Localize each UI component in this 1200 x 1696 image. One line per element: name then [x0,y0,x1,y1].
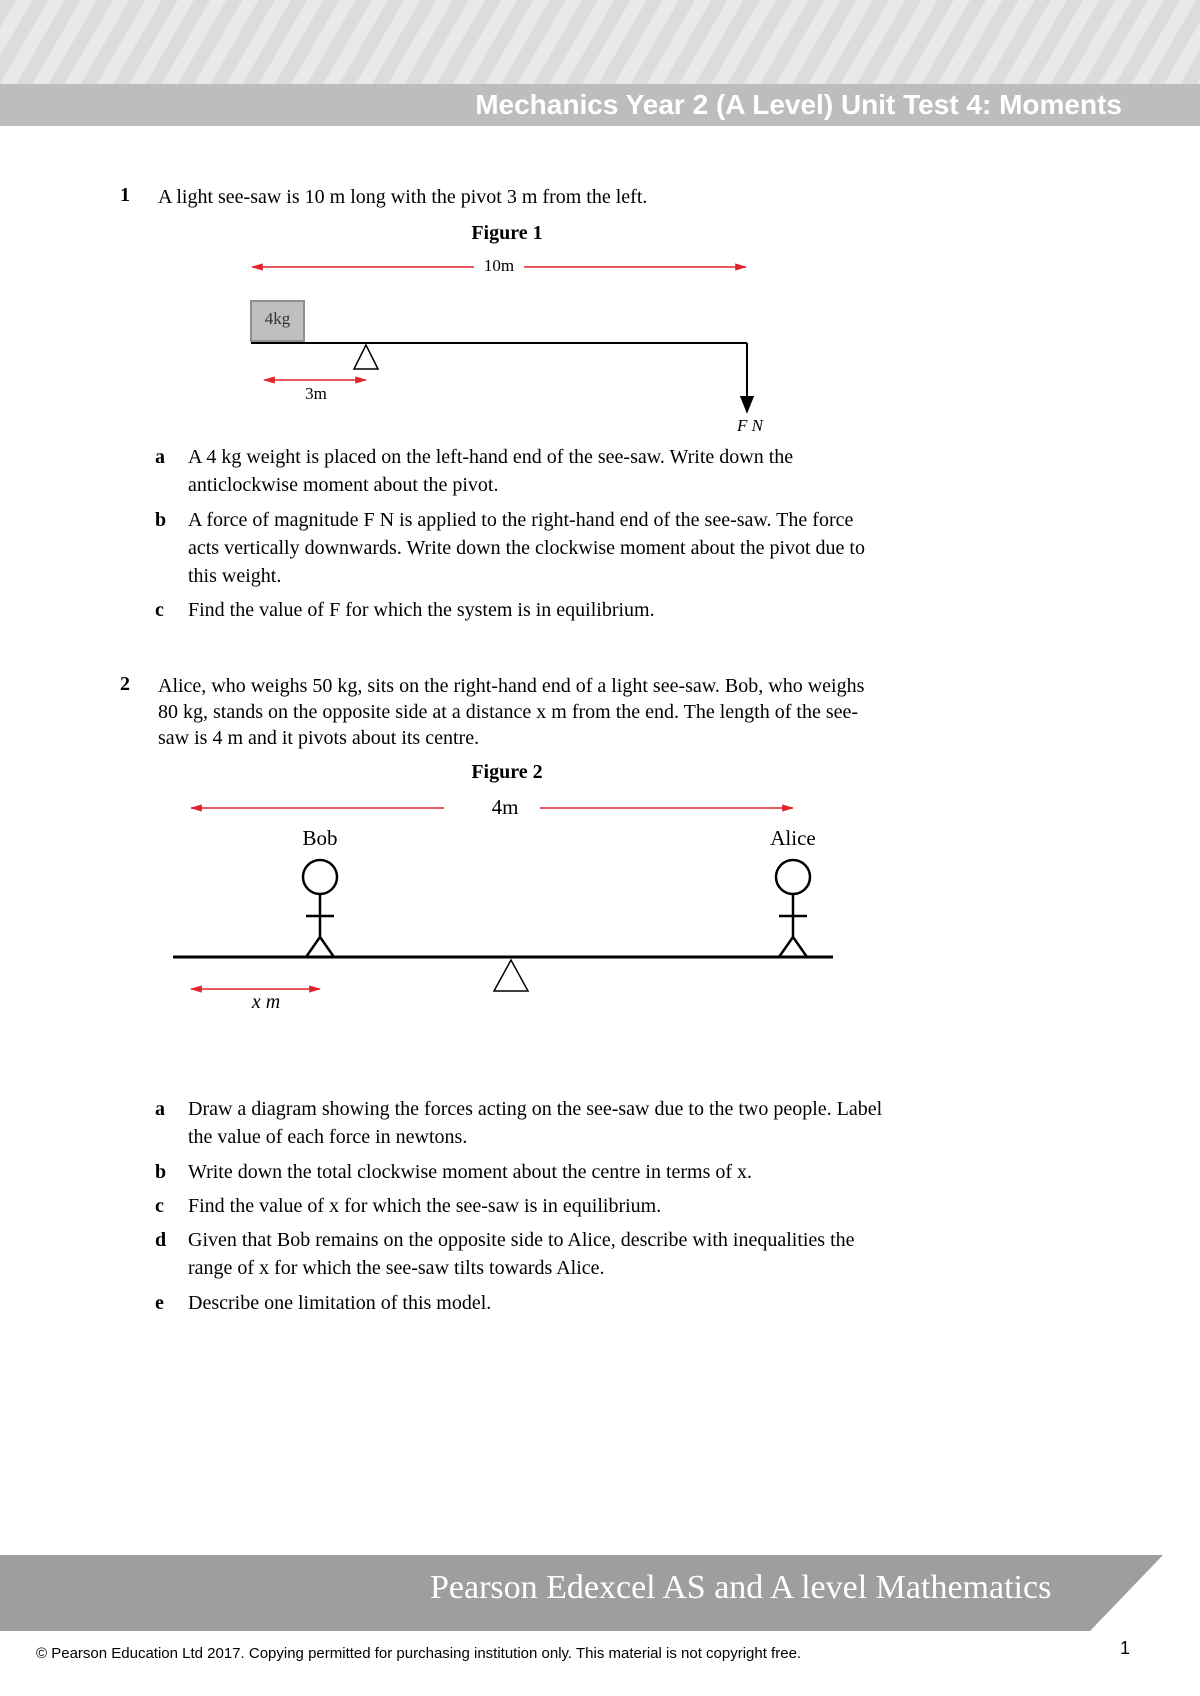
part-text: Find the value of F for which the system is in equilibrium. [188,599,655,621]
part-text: Describe one limitation of this model. [188,1292,492,1314]
question-2-part-e [155,1289,885,1317]
page-title: Mechanics Year 2 (A Level) Unit Test 4: Moments [475,89,1122,120]
figure-1-pivot-label: 3m [305,384,327,403]
bob-figure [303,860,337,957]
bob-label: Bob [302,826,338,850]
alice-label: Alice [770,826,816,850]
part-label: b [155,1161,167,1183]
question-1-part-c [155,596,885,624]
figure-1-caption: Figure 1 [471,222,543,244]
page-number: 1 [1120,1638,1131,1658]
question-1-part-a [155,443,885,499]
part-label: d [155,1229,167,1251]
part-text: Given that Bob remains on the opposite side to Alice, describe with inequalities the range of x for which the see-saw tilts towards Alice. [188,1229,855,1279]
figure-1-force-label: F N [737,416,763,435]
part-text: A 4 kg weight is placed on the left-hand end of the see-saw. Write down the anticlockwise moment about the pivot. [188,446,794,496]
alice-figure [776,860,810,957]
part-label: c [155,599,164,621]
pivot-1 [354,345,378,369]
part-label: e [155,1292,164,1314]
question-2-part-c [155,1192,885,1220]
part-label: b [155,509,167,531]
pivot-2 [494,960,528,991]
part-label: a [155,1098,165,1120]
part-text: Write down the total clockwise moment about the centre in terms of x. [188,1161,753,1183]
question-2-number: 2 [120,673,130,695]
question-1-part-b [155,506,885,590]
part-label: a [155,446,165,468]
question-2-text: Alice, who weighs 50 kg, sits on the right-hand end of a light see-saw. Bob, who weighs 80 kg, stands on the opposite side at a distance x m from the end. The length of the see-saw is 4 m and it pivots about its centre. [158,675,865,749]
part-text: Find the value of x for which the see-saw is in equilibrium. [188,1195,662,1217]
question-2-part-d [155,1226,885,1282]
figure-2-distance-label: x m [251,991,281,1013]
question-1-number: 1 [120,184,130,206]
footer-brand: Pearson Edexcel AS and A level Mathematics [430,1569,1052,1606]
part-text: A force of magnitude F N is applied to the right-hand end of the see-saw. The force acts vertically downwards. Write down the clockwise moment about the pivot due to this weight. [188,509,865,587]
figure-1-length-label: 10m [474,256,524,276]
copyright-notice: © Pearson Education Ltd 2017. Copying permitted for purchasing institution only. This material is not copyright free. [36,1645,802,1662]
part-label: c [155,1195,164,1217]
part-text: Draw a diagram showing the forces acting on the see-saw due to the two people. Label the value of each force in newtons. [188,1098,883,1148]
figure-2-length-label: 4m [470,795,540,820]
question-1-text: A light see-saw is 10 m long with the pivot 3 m from the left. [158,186,648,208]
question-2-part-b [155,1158,885,1186]
figure-1-mass-label: 4kg [264,309,291,328]
figure-2-caption: Figure 2 [471,761,543,783]
question-2-part-a [155,1095,885,1151]
